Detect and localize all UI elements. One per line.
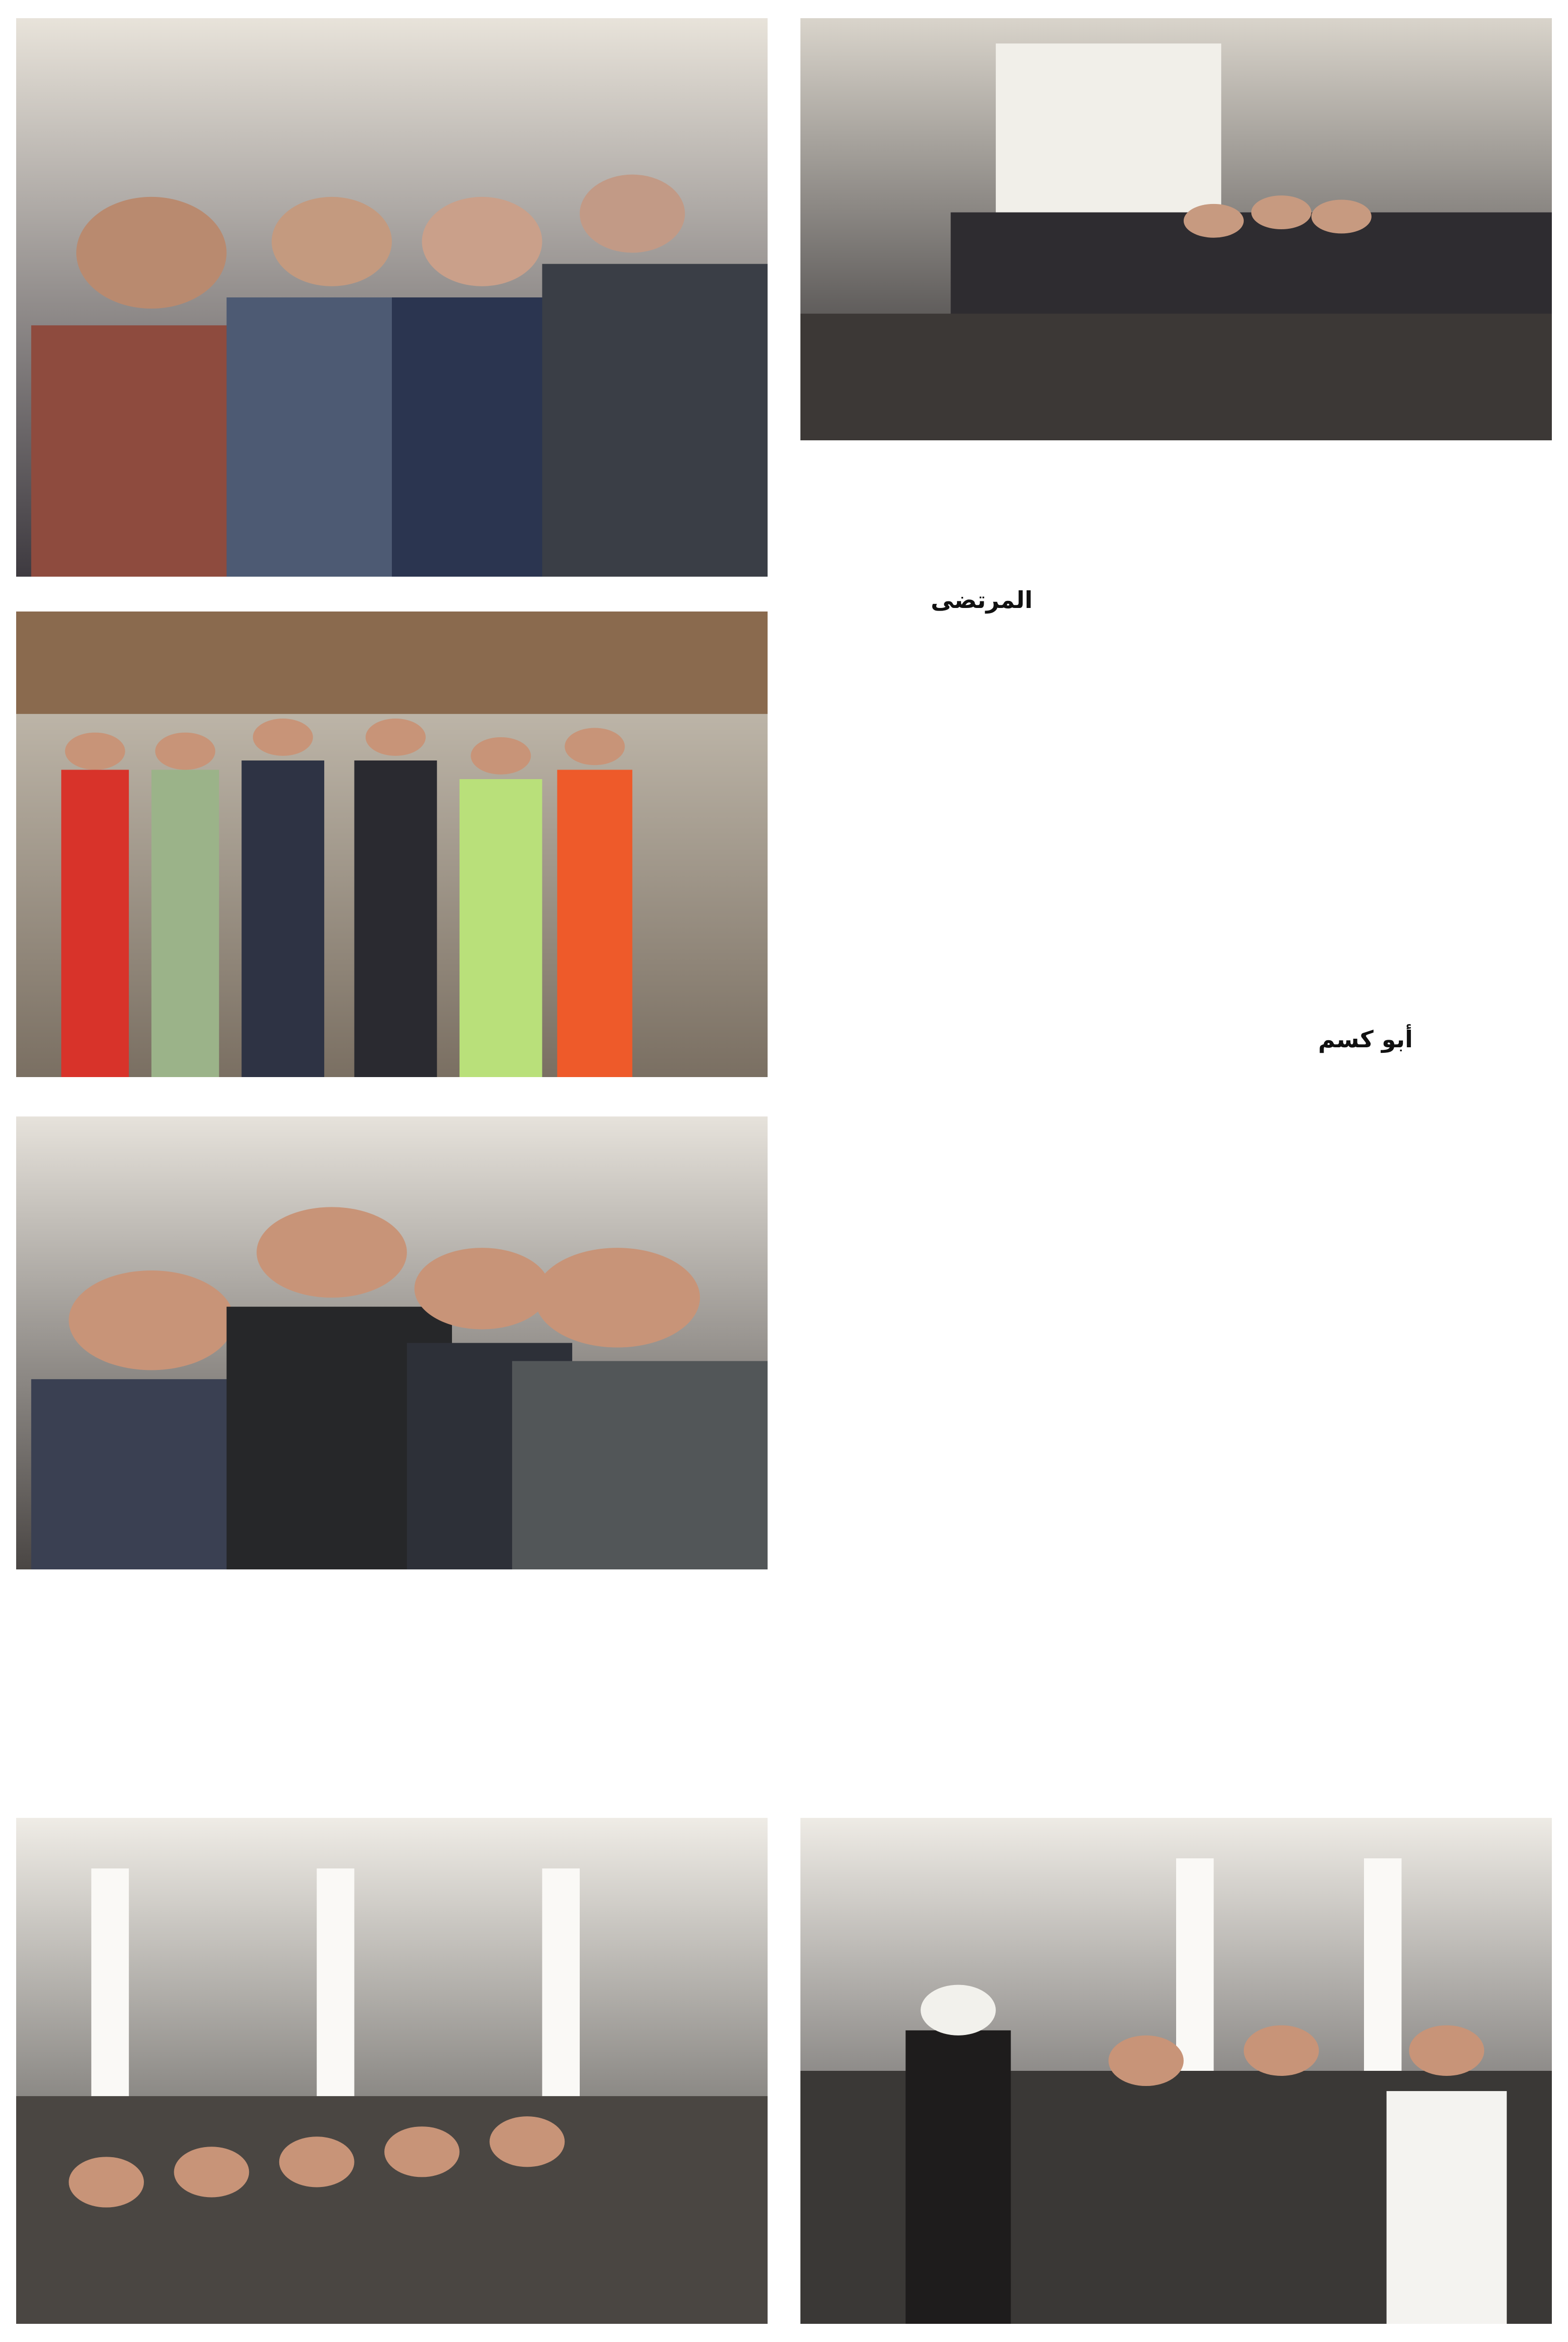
heading-murtada: المرتضى: [931, 586, 1033, 614]
article-column-middle-lower: [800, 622, 1163, 1789]
photo-selfie-lower-left: [16, 1116, 768, 1569]
photo-stage-top-right: [800, 18, 1552, 440]
photo-audience-bottom-right-image: [800, 1818, 1552, 2324]
article-column-middle-upper: [800, 475, 1163, 581]
heading-abu-kasm: أبو كسم: [1318, 1026, 1413, 1053]
article-column-right-upper: [1179, 475, 1552, 985]
photo-group-middle-left: [16, 612, 768, 1077]
photo-audience-top-left: [16, 18, 768, 577]
article-column-bottom-left: [16, 1591, 389, 1793]
article-column-bottom-mid: [404, 1591, 768, 1793]
photo-selfie-lower-left-image: [16, 1116, 768, 1569]
photo-audience-top-left-image: [16, 18, 768, 577]
photo-audience-bottom-right: [800, 1818, 1552, 2324]
photo-group-middle-left-image: [16, 612, 768, 1077]
photo-audience-bottom-left: [16, 1818, 768, 2324]
article-column-right-lower: [1179, 1064, 1552, 1787]
photo-audience-bottom-left-image: [16, 1818, 768, 2324]
photo-stage-top-right-image: [800, 18, 1552, 440]
